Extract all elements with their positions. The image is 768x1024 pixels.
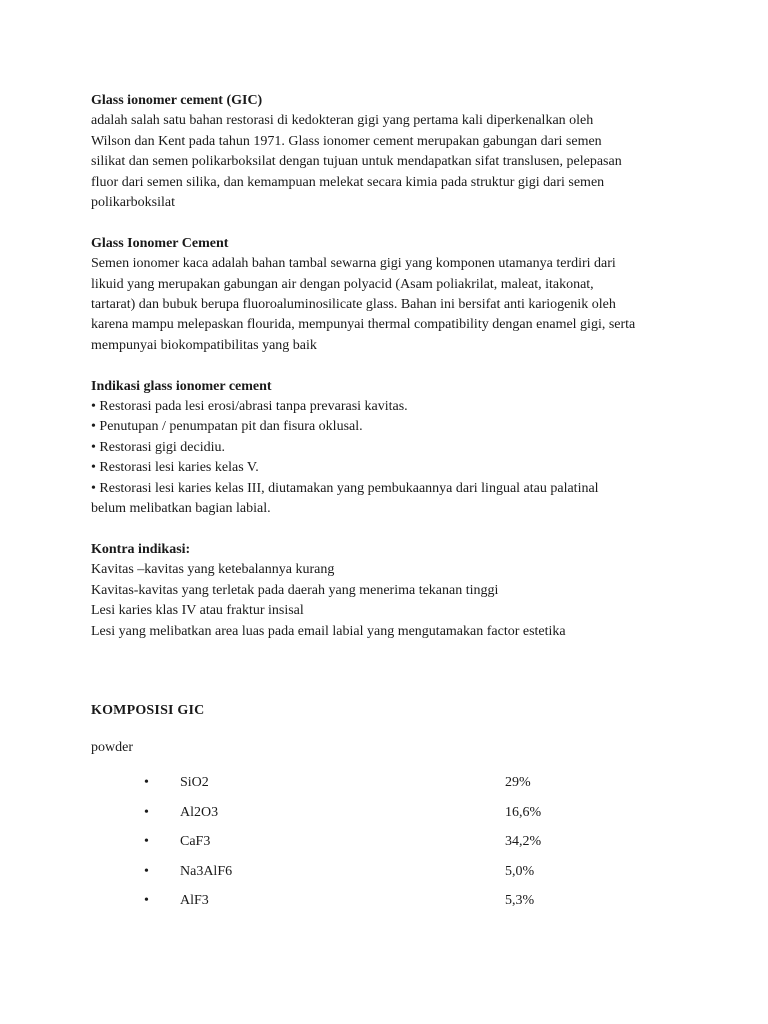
section-heading: Kontra indikasi: bbox=[91, 541, 191, 557]
body-line: fluor dari semen silika, dan kemampuan melekat secara kimia pada struktur gigi dari semen bbox=[91, 174, 605, 190]
section-kontra-indikasi bbox=[91, 540, 728, 642]
body-line: tartarat) dan bubuk berupa fluoroaluminosilicate glass. Bahan ini bersifat anti kariogenik oleh bbox=[91, 297, 616, 313]
body-line: karena mampu melepaskan flourida, mempunyai thermal compatibility dengan enamel gigi, serta bbox=[91, 317, 636, 333]
body-line: polikarboksilat bbox=[91, 195, 175, 211]
compound-name: AlF3 bbox=[180, 893, 209, 908]
section-heading: Glass ionomer cement (GIC) bbox=[91, 93, 263, 108]
komposisi-title: KOMPOSISI GIC bbox=[91, 703, 205, 718]
list-item: • Restorasi gigi decidiu. bbox=[91, 439, 225, 455]
body-line: likuid yang merupakan gabungan air dengan polyacid (Asam poliakrilat, maleat, itakonat, bbox=[91, 276, 594, 292]
composition-row bbox=[91, 832, 651, 862]
composition-row bbox=[91, 862, 651, 892]
compound-name: SiO2 bbox=[180, 775, 209, 790]
compound-name: CaF3 bbox=[180, 834, 211, 849]
body-line: mempunyai biokompatibilitas yang baik bbox=[91, 337, 317, 353]
compound-name: Na3AlF6 bbox=[180, 863, 233, 879]
bullet-icon: • bbox=[144, 893, 149, 908]
compound-name: Al2O3 bbox=[180, 804, 219, 820]
compound-percentage: 16,6% bbox=[505, 804, 542, 820]
compound-percentage: 34,2% bbox=[505, 834, 542, 849]
bullet-icon: • bbox=[144, 775, 149, 790]
section-heading: Glass Ionomer Cement bbox=[91, 235, 229, 251]
body-line: Lesi yang melibatkan area luas pada email labial yang mengutamakan factor estetika bbox=[91, 623, 566, 639]
body-line: Lesi karies klas IV atau fraktur insisal bbox=[91, 603, 304, 619]
bullet-icon: • bbox=[144, 863, 149, 879]
list-item: • Restorasi pada lesi erosi/abrasi tanpa prevarasi kavitas. bbox=[91, 399, 408, 415]
bullet-icon: • bbox=[144, 804, 149, 820]
body-line: Semen ionomer kaca adalah bahan tambal sewarna gigi yang komponen utamanya terdiri dari bbox=[91, 256, 616, 272]
section-glass-ionomer-cement bbox=[91, 234, 728, 356]
list-item: • Restorasi lesi karies kelas V. bbox=[91, 460, 259, 476]
section-gic-definition bbox=[91, 91, 728, 213]
compound-percentage: 29% bbox=[505, 775, 531, 790]
body-line: adalah salah satu bahan restorasi di kedokteran gigi yang pertama kali diperkenalkan oleh bbox=[91, 113, 594, 129]
composition-row bbox=[91, 773, 651, 803]
list-item: • Penutupan / penumpatan pit dan fisura oklusal. bbox=[91, 419, 363, 435]
body-line: Kavitas-kavitas yang terletak pada daerah yang menerima tekanan tinggi bbox=[91, 582, 499, 598]
list-item-continuation: belum melibatkan bagian labial. bbox=[91, 501, 271, 517]
section-heading: Indikasi glass ionomer cement bbox=[91, 378, 272, 394]
composition-row bbox=[91, 803, 651, 833]
compound-percentage: 5,3% bbox=[505, 893, 535, 908]
section-indikasi bbox=[91, 377, 728, 520]
powder-label: powder bbox=[91, 740, 133, 755]
composition-row bbox=[91, 891, 651, 921]
body-line: Kavitas –kavitas yang ketebalannya kurang bbox=[91, 562, 335, 578]
list-item: • Restorasi lesi karies kelas III, diutamakan yang pembukaannya dari lingual atau palatinal bbox=[91, 480, 599, 496]
compound-percentage: 5,0% bbox=[505, 863, 535, 879]
body-line: Wilson dan Kent pada tahun 1971. Glass ionomer cement merupakan gabungan dari semen bbox=[91, 133, 602, 149]
composition-table bbox=[91, 773, 651, 921]
body-line: silikat dan semen polikarboksilat dengan tujuan untuk mendapatkan sifat translusen, pelepasan bbox=[91, 154, 622, 170]
bullet-icon: • bbox=[144, 834, 149, 849]
